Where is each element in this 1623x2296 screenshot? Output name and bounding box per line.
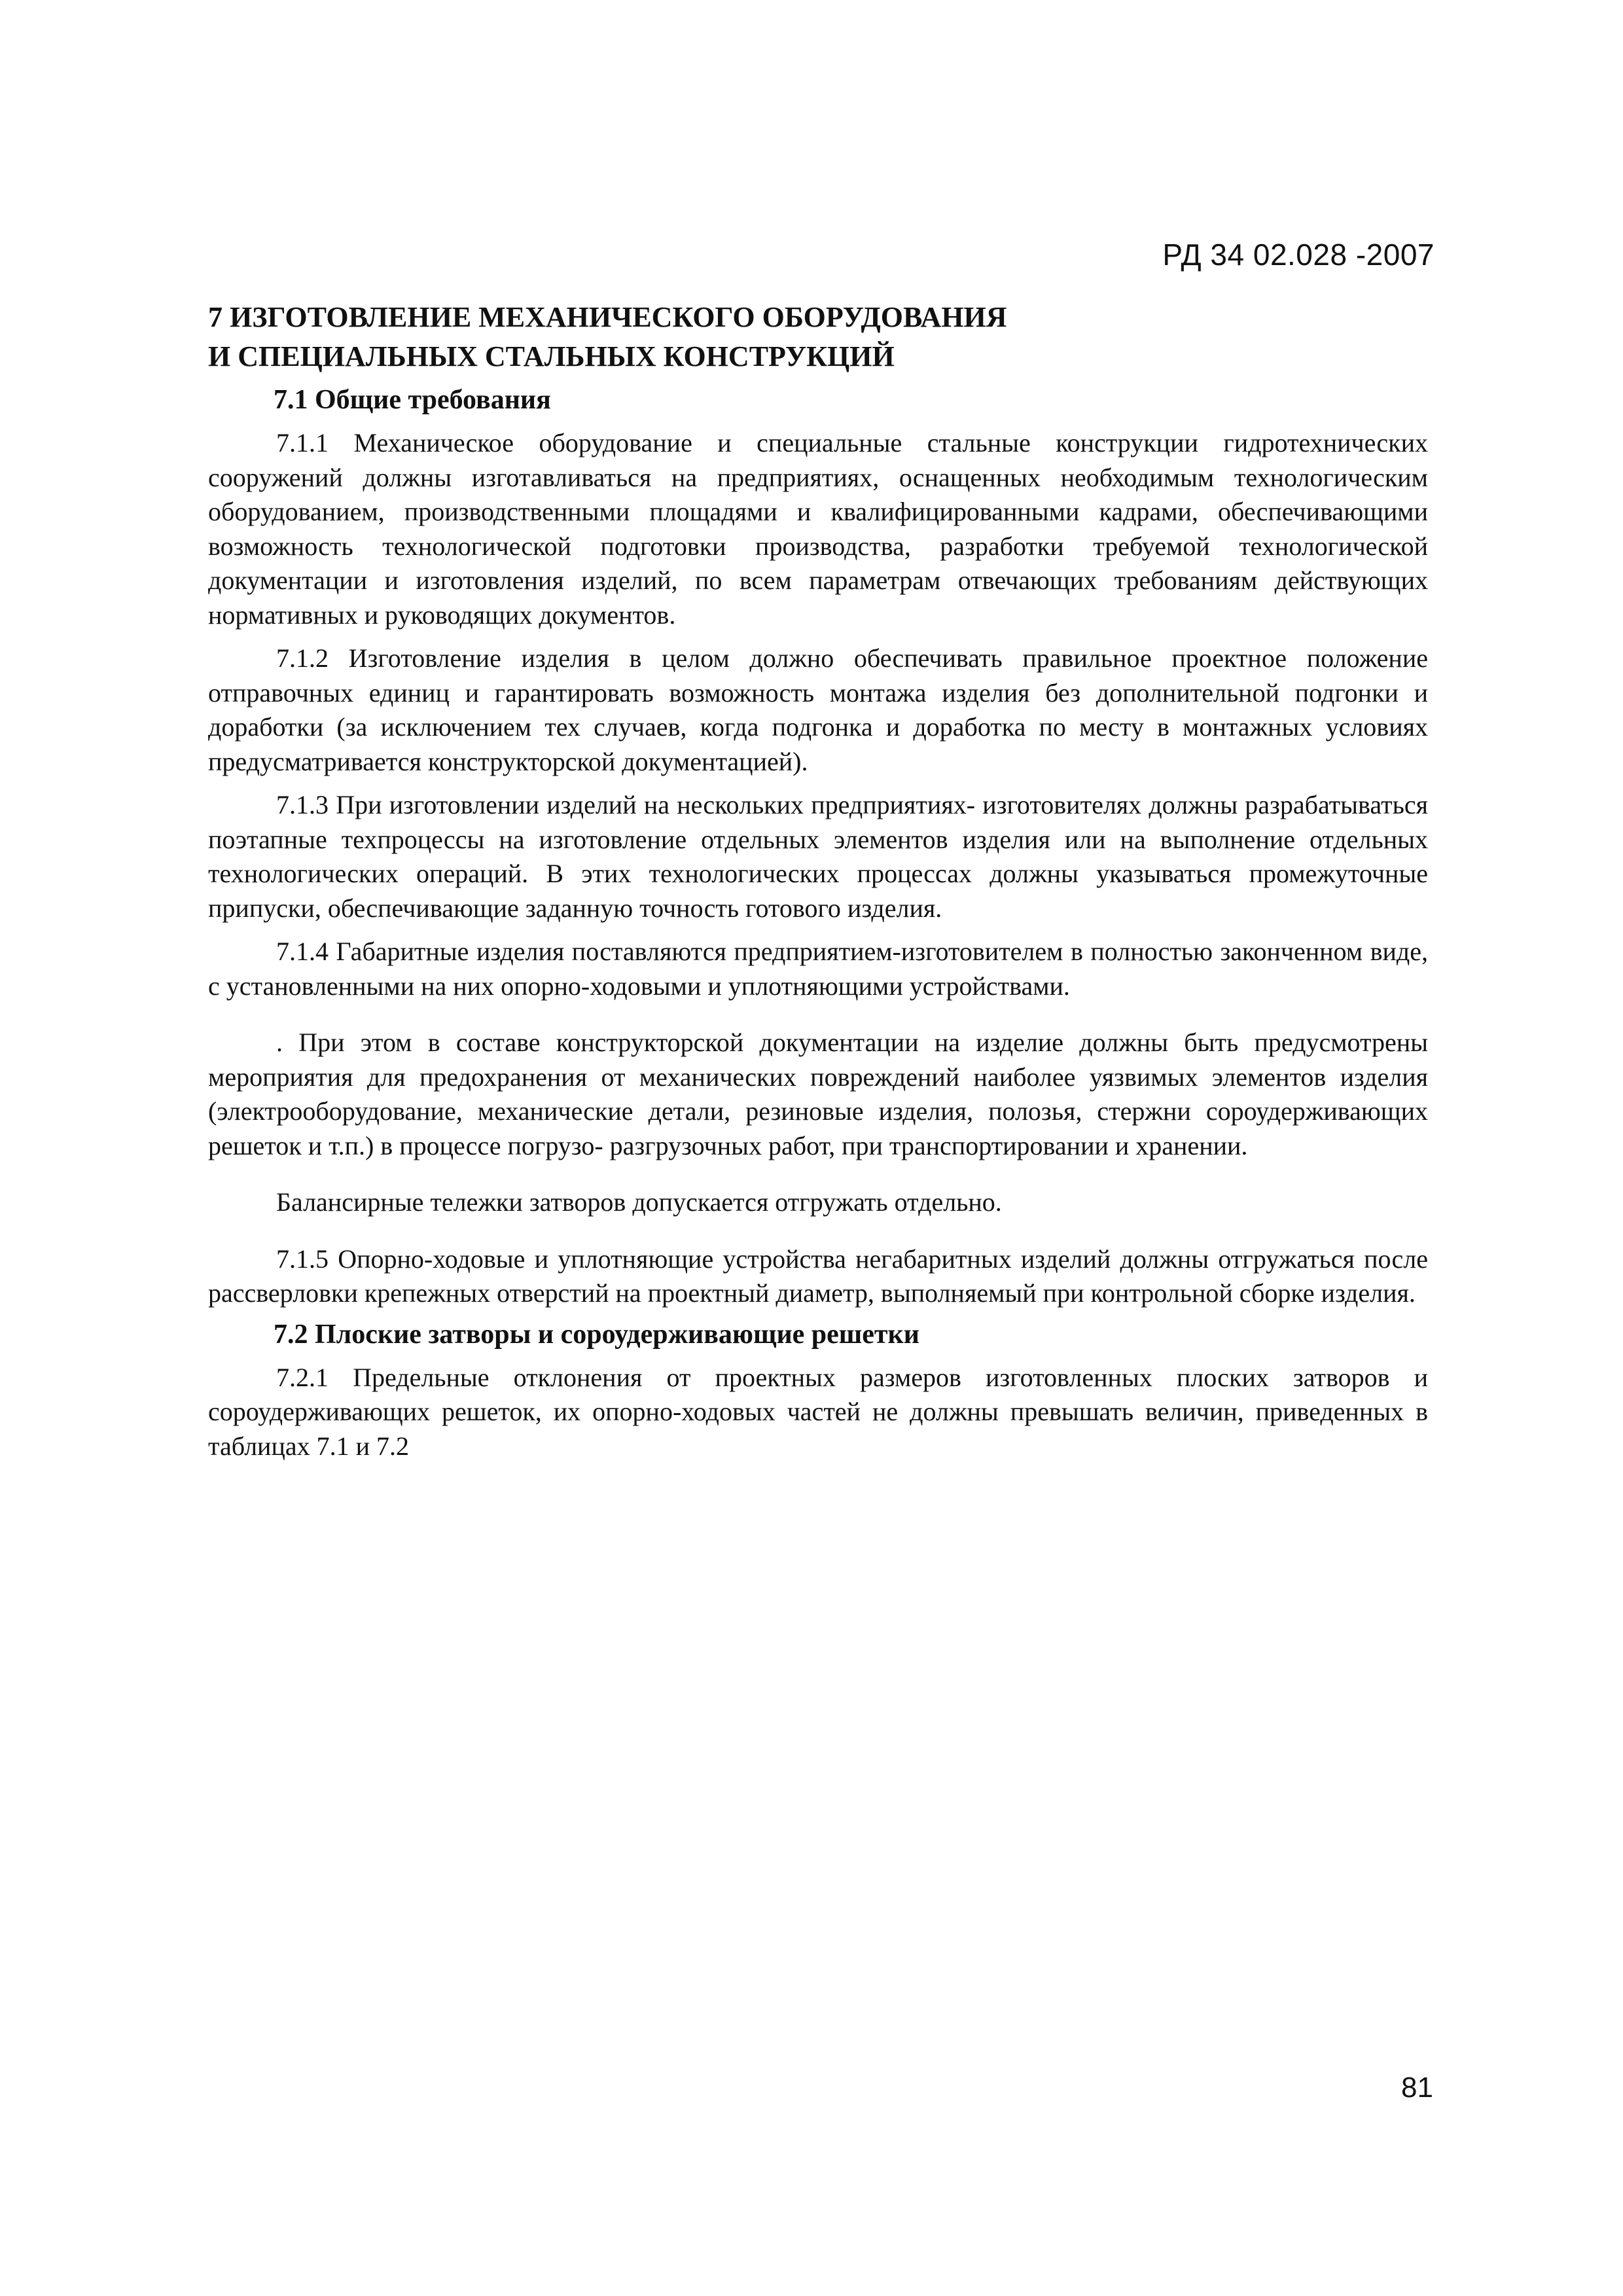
document-code: РД 34 02.028 -2007 <box>1162 238 1435 272</box>
paragraph-7-2-1: 7.2.1 Предельные отклонения от проектных размеров изготовленных плоских затворов и сороудерживающих решеток, их опорно-ходовых частей не должны превышать величин, приведенных в таблицах 7.1 и 7.2 <box>208 1362 1428 1461</box>
section-title-line-1: 7 ИЗГОТОВЛЕНИЕ МЕХАНИЧЕСКОГО ОБОРУДОВАНИЯ <box>208 301 1007 333</box>
page-number: 81 <box>1401 2072 1433 2104</box>
page-content <box>208 298 1428 1463</box>
paragraph-7-1-1: 7.1.1 Механическое оборудование и специальные стальные конструкции гидротехнических сооружений должны изготавливаться на предприятиях, оснащенных необходимым технологическим оборудованием, производственными площадями и квалифицированными кадрами, обеспечивающими возможность технологической подготовки производства, разработки требуемой технологической документации и изготовления изделий, по всем параметрам отвечающих требованиям действующих нормативных и руководящих документов. <box>208 428 1428 630</box>
section-title-line-2: И СПЕЦИАЛЬНЫХ СТАЛЬНЫХ КОНСТРУКЦИЙ <box>208 340 895 372</box>
subsection-title-7-2: 7.2 Плоские затворы и сороудерживающие решетки <box>274 1319 919 1350</box>
section-title <box>208 298 1428 376</box>
paragraph-7-1-2: 7.1.2 Изготовление изделия в целом должно обеспечивать правильное проектное положение отправочных единиц и гарантировать возможность монтажа изделия без дополнительной подгонки и доработки (за исключением тех случаев, когда подгонка и доработка по месту в монтажных условиях предусматривается конструкторской документацией). <box>208 643 1428 776</box>
paragraph-balancing-carts: Балансирные тележки затворов допускается отгружать отдельно. <box>276 1187 1002 1217</box>
paragraph-7-1-3: 7.1.3 При изготовлении изделий на нескольких предприятиях- изготовителях должны разрабатываться поэтапные техпроцессы на изготовление отдельных элементов изделия или на выполнение отдельных технологических операций. В этих технологических процессах должны указываться промежуточные припуски, обеспечивающие заданную точность готового изделия. <box>208 790 1428 923</box>
subsection-title-7-1: 7.1 Общие требования <box>274 385 551 415</box>
paragraph-7-1-5: 7.1.5 Опорно-ходовые и уплотняющие устройства негабаритных изделий должны отгружаться после рассверловки крепежных отверстий на проектный диаметр, выполняемый при контрольной сборке изделия. <box>208 1244 1428 1308</box>
paragraph-7-1-4: 7.1.4 Габаритные изделия поставляются предприятием-изготовителем в полностью законченном виде, с установленными на них опорно-ходовыми и уплотняющими устройствами. <box>208 937 1428 1001</box>
paragraph-7-1-4-continuation: . При этом в составе конструкторской документации на изделие должны быть предусмотрены мероприятия для предохранения от механических повреждений наиболее уязвимых элементов изделия (электрооборудование, механические детали, резиновые изделия, полозья, стержни сороудерживающих решеток и т.п.) в процессе погрузо- разгрузочных работ, при транспортировании и хранении. <box>208 1028 1428 1160</box>
